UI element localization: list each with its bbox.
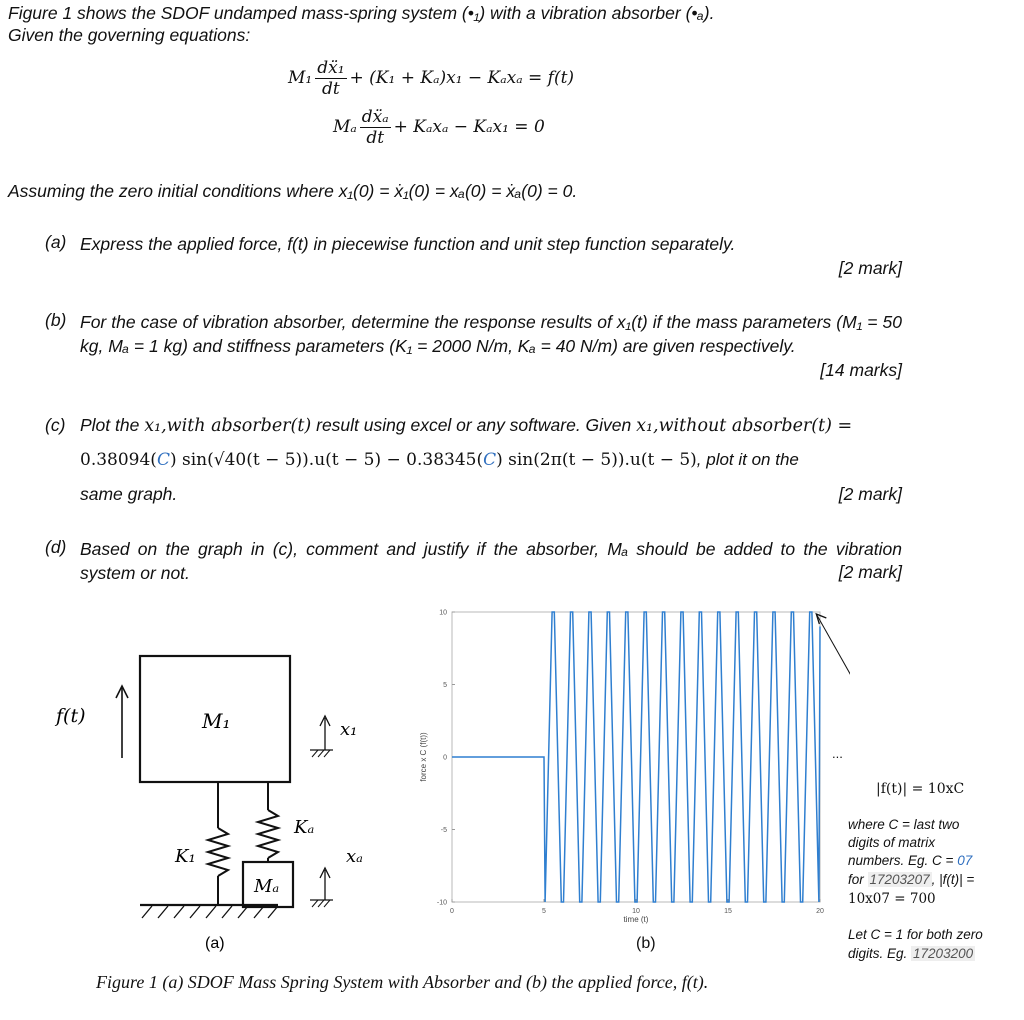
question-c-line-3: same graph. bbox=[80, 484, 178, 504]
c-line2-d: ) sin(2π(t − 5)).u(t − 5) bbox=[496, 450, 697, 470]
c-x1-with: x₁,with absorber(t) bbox=[144, 416, 312, 436]
xa-label: xₐ bbox=[346, 846, 363, 867]
where-line-4a: for bbox=[848, 872, 868, 887]
question-c-line-2 bbox=[80, 450, 799, 470]
question-c-mark: [2 mark] bbox=[838, 484, 902, 504]
eq1-numerator: dẍ₁ bbox=[317, 58, 345, 78]
question-d-label: (d) bbox=[45, 537, 67, 557]
y-tick-label: 5 bbox=[443, 682, 447, 689]
k1-label: K₁ bbox=[175, 846, 196, 867]
x-tick-label: 15 bbox=[724, 908, 732, 915]
y-tick-label: -5 bbox=[440, 827, 447, 834]
diagram-caption: (a) bbox=[205, 935, 225, 952]
question-b-mark: [14 marks] bbox=[820, 360, 902, 380]
c-line1-a: Plot the bbox=[80, 415, 145, 435]
x-tick-label: 20 bbox=[816, 908, 824, 915]
example-matrix-number: 17203207 bbox=[869, 872, 930, 887]
question-b-text: For the case of vibration absorber, determine the response results of x₁(t) if the mass parameters (M₁ = 50 kg, Mₐ = 1 kg) and stiffness parameters (K₁ = 2000 N/m, Kₐ = 40 N/m) are given respectively. bbox=[80, 312, 902, 356]
equation-2 bbox=[333, 107, 545, 148]
force-label: f(t) bbox=[56, 705, 86, 727]
where-line-2: digits of matrix bbox=[848, 835, 936, 850]
ma-label: Mₐ bbox=[254, 876, 280, 897]
where-line-3a: numbers. Eg. C = bbox=[848, 853, 958, 868]
figure-caption: Figure 1 (a) SDOF Mass Spring System with Absorber and (b) the applied force, f(t). bbox=[96, 972, 709, 992]
intro-line-1: Figure 1 shows the SDOF undamped mass-spring system (•₁) with a vibration absorber (•ₐ). bbox=[8, 3, 715, 23]
equation-1 bbox=[288, 58, 574, 99]
question-c-label: (c) bbox=[45, 415, 66, 435]
initial-conditions: Assuming the zero initial conditions where x₁(0) = ẋ₁(0) = xₐ(0) = ẋₐ(0) = 0. bbox=[8, 181, 578, 201]
x-tick-label: 0 bbox=[450, 908, 454, 915]
c-line2-e: , plot it on the bbox=[696, 450, 799, 469]
eq1-denominator: dt bbox=[322, 79, 340, 99]
amplitude-formula: |f(t)| = 10xC bbox=[876, 781, 965, 797]
where-line-4 bbox=[848, 871, 974, 890]
c-line1-c: result using excel or any software. Given bbox=[311, 415, 637, 435]
force-chart bbox=[410, 600, 850, 970]
y-axis-label: force x C (f(t)) bbox=[419, 732, 428, 782]
eq1-lead: M₁ bbox=[288, 68, 313, 88]
where-line-5: 10x07 = 700 bbox=[848, 891, 936, 907]
question-c-line-1 bbox=[80, 415, 852, 436]
chart-caption: (b) bbox=[636, 935, 656, 952]
chart-ellipsis: ... bbox=[832, 746, 843, 761]
c-const-2: C bbox=[483, 450, 497, 470]
eq1-rest: + (K₁ + Kₐ)x₁ − Kₐxₐ = f(t) bbox=[349, 68, 575, 88]
where-line-3 bbox=[848, 852, 972, 871]
eq2-fraction bbox=[360, 107, 391, 148]
m1-label: M₁ bbox=[202, 709, 231, 733]
eq2-denominator: dt bbox=[366, 128, 385, 148]
ka-label: Kₐ bbox=[294, 817, 315, 838]
question-d-mark: [2 mark] bbox=[838, 562, 902, 582]
eq2-rest: + Kₐxₐ − Kₐx₁ = 0 bbox=[393, 117, 545, 137]
x-tick-label: 10 bbox=[632, 908, 640, 915]
let-line-2 bbox=[848, 945, 975, 964]
c-line2-b: ) sin(√40(t − 5)).u(t − 5) − 0.38345( bbox=[169, 450, 484, 470]
let-line-1: Let C = 1 for both zero bbox=[848, 927, 983, 942]
question-a-text: Express the applied force, f(t) in piecewise function and unit step function separately. bbox=[80, 234, 736, 254]
x-axis-label: time (t) bbox=[623, 915, 649, 924]
eq2-numerator: dẍₐ bbox=[361, 107, 389, 127]
y-tick-label: 10 bbox=[439, 609, 447, 617]
eq2-lead: Mₐ bbox=[333, 117, 357, 137]
question-d-text: Based on the graph in (c), comment and justify if the absorber, Mₐ should be added to the vibration system or not. bbox=[80, 539, 902, 583]
y-tick-label: 0 bbox=[443, 754, 447, 762]
ka-spring bbox=[258, 810, 278, 858]
intro-line-2: Given the governing equations: bbox=[8, 25, 251, 45]
where-line-4c: , |f(t)| = bbox=[931, 872, 975, 887]
question-a-mark: [2 mark] bbox=[838, 258, 902, 278]
eq1-fraction bbox=[315, 58, 346, 99]
example-digits: 07 bbox=[957, 853, 973, 868]
question-b-label: (b) bbox=[45, 310, 67, 330]
c-const-1: C bbox=[156, 450, 170, 470]
c-line2-a: 0.38094( bbox=[80, 450, 157, 470]
x1-label: x₁ bbox=[340, 719, 358, 740]
x-tick-label: 5 bbox=[542, 908, 546, 915]
c-x1-without: x₁,without absorber(t) = bbox=[636, 416, 853, 436]
zero-example-number: 17203200 bbox=[913, 946, 974, 961]
question-a-label: (a) bbox=[45, 232, 67, 252]
let-line-2a: digits. Eg. bbox=[848, 946, 912, 961]
sdof-diagram bbox=[0, 600, 420, 960]
k1-spring bbox=[208, 828, 228, 876]
y-tick-label: -10 bbox=[436, 899, 447, 907]
where-line-1: where C = last two bbox=[848, 817, 960, 832]
